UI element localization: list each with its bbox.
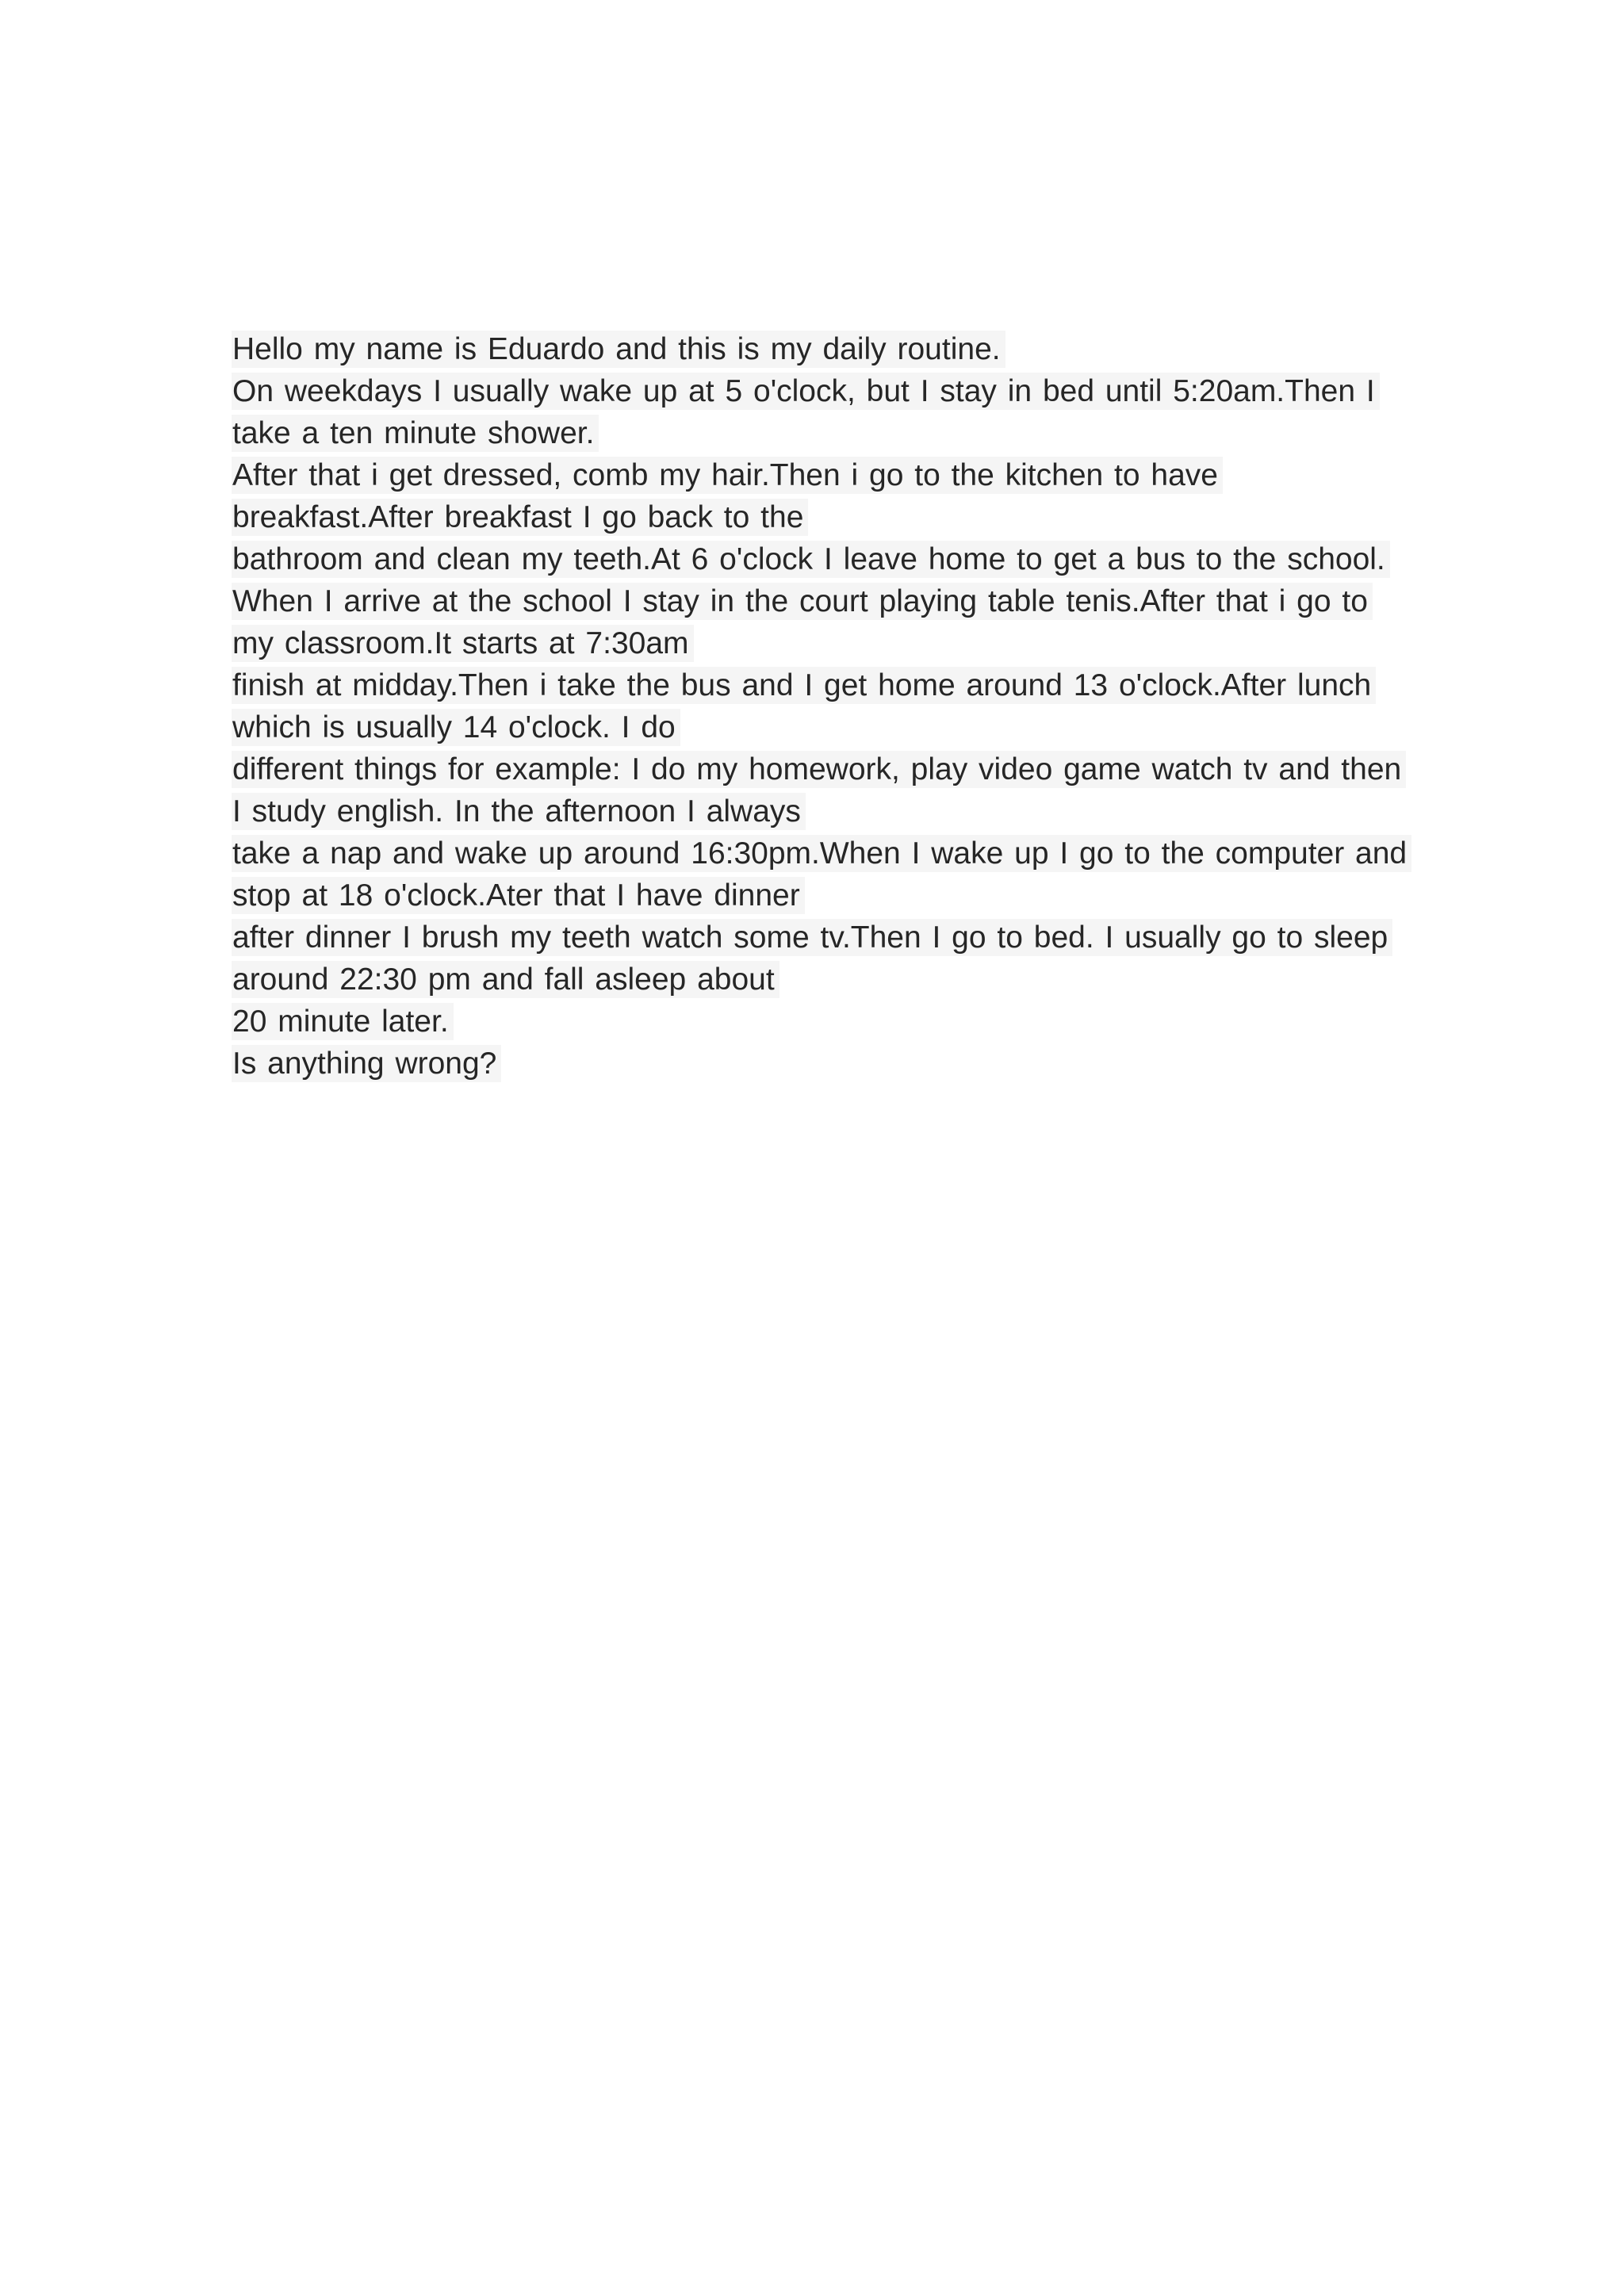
text-line [232, 790, 1437, 832]
text-line-content: which is usually 14 o'clock. I do [232, 709, 680, 746]
text-line [232, 874, 1437, 916]
text-line-content: When I arrive at the school I stay in the court playing table tenis.After that i go to [232, 583, 1373, 620]
text-line [232, 748, 1437, 790]
text-line [232, 580, 1437, 622]
text-line [232, 496, 1437, 538]
text-line [232, 664, 1437, 706]
text-line-content: different things for example: I do my homework, play video game watch tv and then [232, 751, 1406, 788]
text-line-content: breakfast.After breakfast I go back to the [232, 499, 808, 536]
text-line-content: After that i get dressed, comb my hair.Then i go to the kitchen to have [232, 457, 1223, 494]
text-line-content: take a ten minute shower. [232, 415, 599, 452]
text-line-content: Is anything wrong? [232, 1045, 501, 1082]
text-line-content: take a nap and wake up around 16:30pm.When I wake up I go to the computer and [232, 835, 1411, 872]
text-line-content: after dinner I brush my teeth watch some tv.Then I go to bed. I usually go to sleep [232, 919, 1392, 956]
text-line [232, 959, 1437, 1001]
text-line [232, 412, 1437, 454]
text-line [232, 706, 1437, 748]
text-line [232, 328, 1437, 370]
text-line-content: 20 minute later. [232, 1003, 454, 1040]
text-line-content: around 22:30 pm and fall asleep about [232, 961, 779, 998]
text-line-content: stop at 18 o'clock.Ater that I have dinner [232, 877, 805, 914]
text-line [232, 622, 1437, 664]
text-line [232, 1043, 1437, 1085]
text-line-content: my classroom.It starts at 7:30am [232, 625, 694, 662]
text-line [232, 370, 1437, 412]
text-line [232, 454, 1437, 496]
essay-text-block [232, 328, 1437, 1085]
text-line-content: Hello my name is Eduardo and this is my daily routine. [232, 331, 1005, 368]
text-line [232, 1001, 1437, 1043]
text-line [232, 538, 1437, 580]
text-line [232, 832, 1437, 874]
text-line [232, 916, 1437, 959]
text-line-content: finish at midday.Then i take the bus and I get home around 13 o'clock.After lunch [232, 667, 1376, 704]
text-line-content: bathroom and clean my teeth.At 6 o'clock I leave home to get a bus to the school. [232, 541, 1390, 578]
text-line-content: On weekdays I usually wake up at 5 o'clock, but I stay in bed until 5:20am.Then I [232, 373, 1380, 410]
text-line-content: I study english. In the afternoon I always [232, 793, 806, 830]
